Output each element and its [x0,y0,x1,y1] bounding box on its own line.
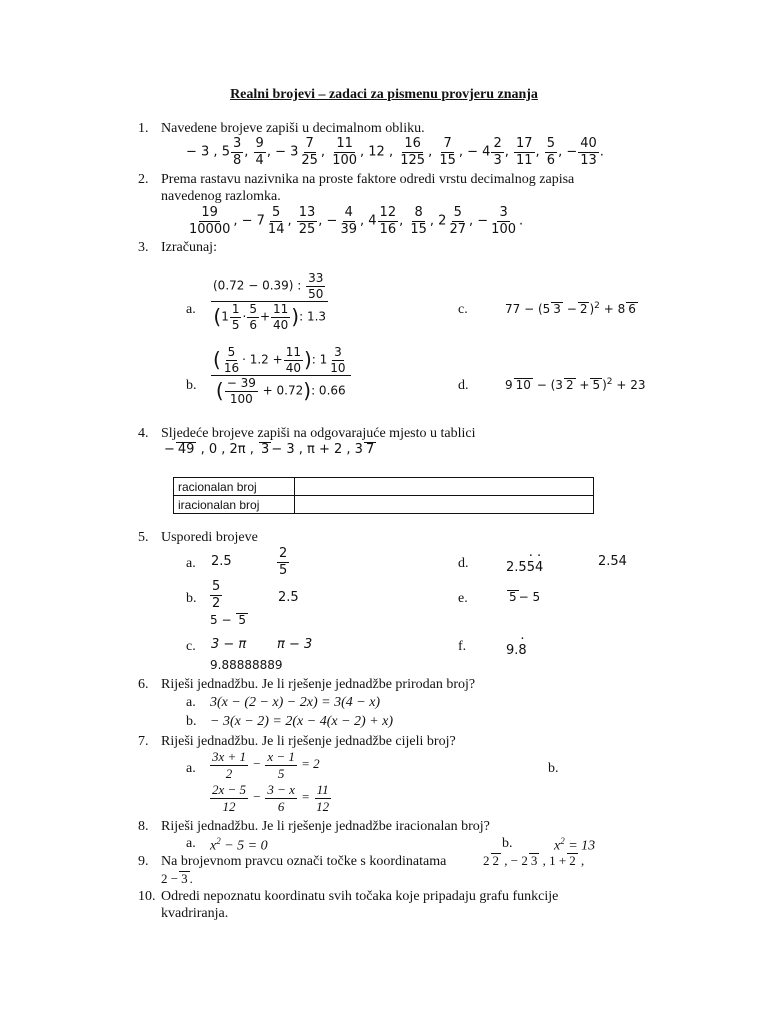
q3-d-label: d. [458,378,469,393]
q5-c-label: c. [186,639,196,654]
q5-e-label: e. [458,591,468,606]
q5-c-extra: 9.88888889 [210,658,283,672]
q5-a-label: a. [186,556,196,571]
q3-a-expression: (0.72 − 0.39) : $\frac{33}{50}$ (1 $\frac{1}{5}$ · $\frac{5}{6}$ + $\frac{11}{40}$ ): 1.3 [210,272,329,331]
q7-b-equation: $\frac{2x - 5}{12}$ − $\frac{3 - x}{6}$ = $\frac{11}{12}$ [212,782,330,814]
q5-c-left: 3 − π [211,637,247,652]
q6-b-label: b. [186,714,197,729]
q6-a-equation: 3(x − (2 − x) − 2x) = 3(4 − x) [210,695,381,710]
rational-answer-cell[interactable] [295,478,594,496]
q10-text-line1: Odredi nepoznatu koordinatu svih točaka koje pripadaju grafu funkcije [161,889,559,904]
q6-a-label: a. [186,695,196,710]
q1-numbers: − 3 , 5 $\frac{3}{8}$ , $\frac{9}{4}$ , − 3 $\frac{7}{25}$ , $\frac{11}{100}$ , 12 , $\frac{16}{125}$ , $\frac{7}{15}$ , − 4 $\frac{2}{3}$ , $\frac{17}{11}$ , $\frac{5}{6}$ , − $\frac{40}{13}$ . [186,136,604,168]
q8-number: 8. [138,819,149,834]
q5-b-left: $\frac{5}{2}$ [212,579,221,611]
q3-c-label: c. [458,302,468,317]
q2-text-line2: navedenog razlomka. [161,189,281,204]
q5-d-right: 2.54 [598,554,627,569]
q8-b-label: b. [502,836,513,851]
q5-b-label: b. [186,591,197,606]
q6-text: Riješi jednadžbu. Je li rješenje jednadžbe prirodan broj? [161,677,476,692]
q4-number: 4. [138,426,149,441]
q8-a-label: a. [186,836,196,851]
q3-b-label: b. [186,378,197,393]
q3-c-expression: 77 − (5 3 − 2 )$^2$ + 8 6 [505,301,636,316]
q10-number: 10. [138,889,156,904]
q5-f-label: f. [458,639,467,654]
q5-text: Usporedi brojeve [161,530,258,545]
q3-number: 3. [138,240,149,255]
table-row [174,496,594,514]
classification-table [173,477,594,514]
q3-a-label: a. [186,302,196,317]
page-title: Realni brojevi – zadaci za pismenu provjeru znanja [230,87,538,102]
row-label-rational: racionalan broj [174,478,295,496]
q5-c-right: π − 3 [277,637,313,652]
q1-text: Navedene brojeve zapiši u decimalnom obliku. [161,121,425,136]
q2-text-line1: Prema rastavu nazivnika na proste faktore odredi vrstu decimalnog zapisa [161,172,575,187]
q5-a-right: $\frac{2}{5}$ [279,546,288,578]
q9-number: 9. [138,854,149,869]
q8-b-equation: $x^2 = 13$ [554,836,596,854]
q7-text: Riješi jednadžbu. Je li rješenje jednadžbe cijeli broj? [161,734,456,749]
q3-d-expression: 9 10 − (3 2 + 5 )$^2$ + 23 [505,377,646,392]
q5-b-right: 2.5 [278,590,299,605]
q7-a-equation: $\frac{3x + 1}{2}$ − $\frac{x - 1}{5}$ = 2 [212,749,320,781]
table-row [174,478,594,496]
q9-text: Na brojevnom pravcu označi točke s koordinatama [161,854,447,869]
q1-number: 1. [138,121,149,136]
q3-text: Izračunaj: [161,240,217,255]
q7-a-label: a. [186,761,196,776]
q2-number: 2. [138,172,149,187]
q9-coordinates-line2: 2 − 3 . [161,871,193,886]
q4-text: Sljedeće brojeve zapiši na odgovarajuće mjesto u tablici [161,426,476,441]
q4-numbers: − 49 , 0 , 2π , 3 − 3 , π + 2 , 3 7 [164,442,375,457]
q3-b-expression: ( $\frac{5}{16}$ · 1.2 + $\frac{11}{40}$ ): 1 $\frac{3}{10}$ ( $\frac{- 39}{100}$ + 0.72): 0.66 [210,346,352,405]
q6-b-equation: − 3(x − 2) = 2(x − 4(x − 2) + x) [210,714,394,729]
q5-d-label: d. [458,556,469,571]
q7-number: 7. [138,734,149,749]
q7-b-label: b. [548,761,559,776]
q6-number: 6. [138,677,149,692]
q9-coordinates: 2 2 , − 2 3 , 1 + 2 , [483,853,585,868]
irrational-answer-cell[interactable] [295,496,594,514]
q2-fractions: $\frac{19}{10000}$ , − 7 $\frac{5}{14}$ , $\frac{13}{25}$ , − $\frac{4}{39}$ , 4 $\frac{12}{16}$ , $\frac{8}{15}$ , 2 $\frac{5}{27}$ , − $\frac{3}{100}$ . [189,205,524,237]
q5-number: 5. [138,530,149,545]
q10-text-line2: kvadriranja. [161,906,229,921]
q5-e-left: 5 − 5 [509,590,541,604]
q5-a-left: 2.5 [211,554,232,569]
q8-text: Riješi jednadžbu. Je li rješenje jednadžbe iracionalan broj? [161,819,490,834]
q5-b-extra: 5 − 5 [210,613,246,627]
row-label-irrational: iracionalan broj [174,496,295,514]
q8-a-equation: $x^2 - 5 = 0$ [210,836,268,854]
q5-d-left: 2.55 ·4 · [506,560,543,575]
q5-f-left: 9.8 · [506,643,527,658]
